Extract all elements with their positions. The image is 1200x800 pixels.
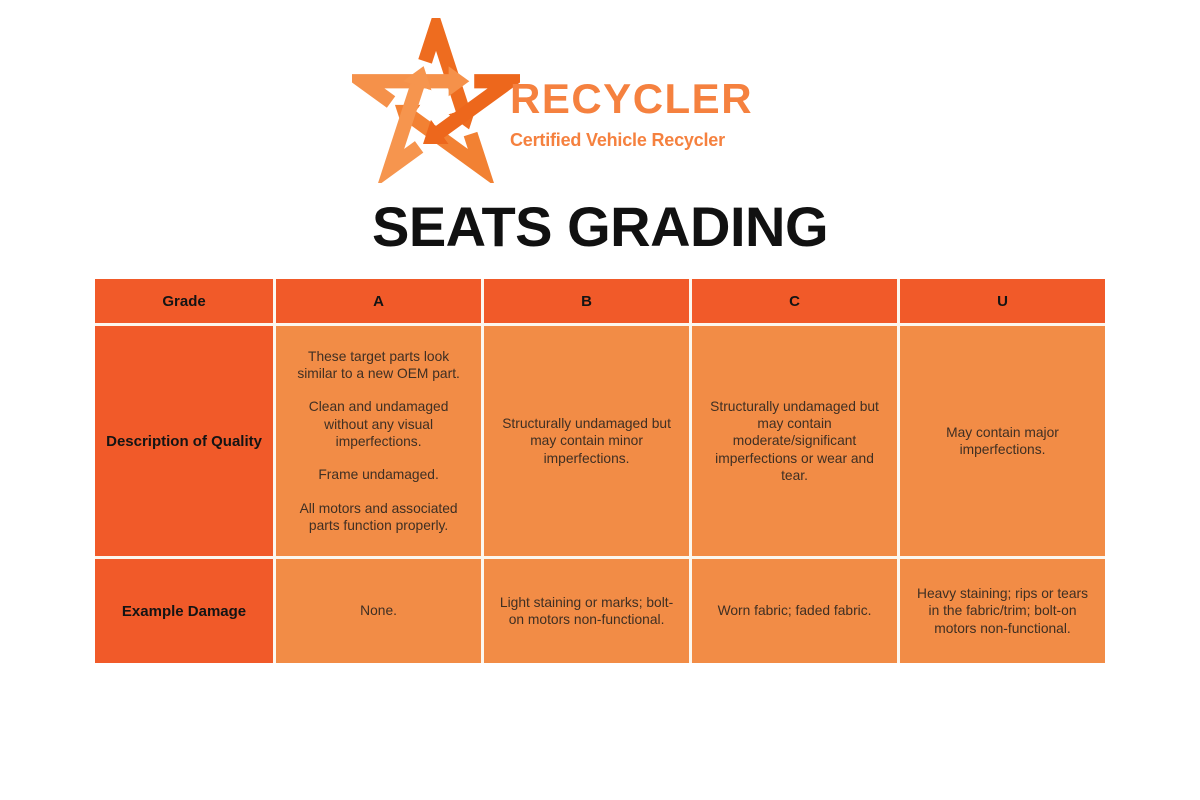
- logo-text: [510, 75, 754, 151]
- cell-text: Heavy staining; rips or tears in the fabric/trim; bolt-on motors non-functional.: [917, 585, 1088, 636]
- cell-text: All motors and associated parts function properly.: [299, 500, 458, 534]
- cell-text: Structurally undamaged but may contain minor imperfections.: [502, 415, 671, 466]
- quality-cell-b: [484, 326, 689, 556]
- damage-cell-a: [276, 559, 481, 663]
- grading-table: [95, 279, 1105, 663]
- cell-text: None.: [360, 603, 397, 619]
- brand-tagline: Certified Vehicle Recycler: [510, 130, 725, 150]
- cell-text: Light staining or marks; bolt-on motors non-functional.: [499, 594, 674, 627]
- quality-cell-c: [692, 326, 897, 556]
- col-header-c: C: [692, 279, 897, 323]
- recycle-star-logo-icon: [352, 18, 520, 183]
- cell-text: Clean and undamaged without any visual imperfections.: [308, 399, 449, 449]
- row-label-quality: Description of Quality: [95, 326, 273, 556]
- cell-text: Worn fabric; faded fabric.: [717, 603, 872, 619]
- quality-cell-a: [276, 326, 481, 556]
- damage-cell-u: [900, 559, 1105, 663]
- damage-cell-b: [484, 559, 689, 663]
- cell-text: Frame undamaged.: [318, 467, 439, 483]
- col-header-grade: Grade: [95, 279, 273, 323]
- quality-cell-u: [900, 326, 1105, 556]
- col-header-u: U: [900, 279, 1105, 323]
- cell-text: Structurally undamaged but may contain moderate/significant imperfections or wear and tear.: [710, 398, 879, 484]
- brand-name: RECYCLER: [510, 75, 754, 122]
- cell-text: These target parts look similar to a new OEM part.: [297, 348, 460, 381]
- page-title: SEATS GRADING: [371, 195, 829, 258]
- col-header-b: B: [484, 279, 689, 323]
- col-header-a: A: [276, 279, 481, 323]
- cell-text: May contain major imperfections.: [946, 424, 1059, 457]
- damage-cell-c: [692, 559, 897, 663]
- row-label-damage: Example Damage: [95, 559, 273, 663]
- logo: [352, 18, 753, 183]
